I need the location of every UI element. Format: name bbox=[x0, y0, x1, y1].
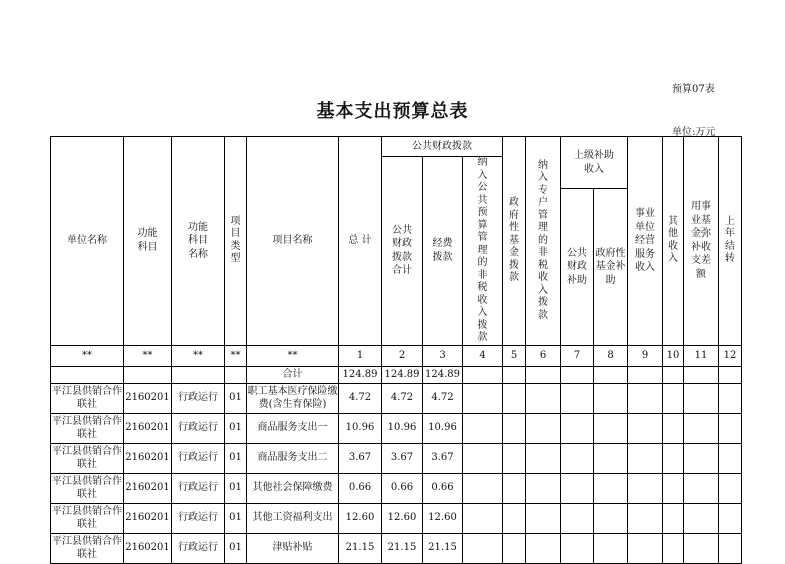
empty-cell bbox=[526, 443, 561, 473]
index-cell: 12 bbox=[719, 345, 742, 366]
row-func-name: 行政运行 bbox=[172, 533, 225, 563]
row-public-total: 3.67 bbox=[382, 443, 423, 473]
row-total: 10.96 bbox=[339, 413, 382, 443]
empty-cell bbox=[628, 503, 663, 533]
empty-cell bbox=[663, 503, 684, 533]
index-cell: 9 bbox=[628, 345, 663, 366]
header-public-fiscal: 公共财政拨款 bbox=[382, 137, 503, 157]
row-func-code: 2160201 bbox=[124, 503, 172, 533]
empty-cell bbox=[526, 473, 561, 503]
row-item-name: 商品服务支出一 bbox=[247, 413, 339, 443]
table-row bbox=[51, 383, 742, 413]
header-unit-name: 单位名称 bbox=[51, 137, 124, 346]
empty-cell bbox=[719, 503, 742, 533]
index-cell: 1 bbox=[339, 345, 382, 366]
empty-cell bbox=[628, 533, 663, 563]
row-func-code: 2160201 bbox=[124, 413, 172, 443]
header-total: 总 计 bbox=[339, 137, 382, 346]
empty-cell bbox=[503, 413, 526, 443]
header-other-income: 其他收入 bbox=[663, 137, 684, 346]
header-surplus: 用事业基金弥补收支差额 bbox=[684, 137, 719, 346]
index-cell: ** bbox=[225, 345, 247, 366]
row-item-name: 其他工资福利支出 bbox=[247, 503, 339, 533]
empty-cell bbox=[561, 413, 594, 443]
table-row bbox=[51, 473, 742, 503]
row-item-type: 01 bbox=[225, 473, 247, 503]
empty-cell bbox=[594, 533, 628, 563]
row-public-total: 10.96 bbox=[382, 413, 423, 443]
index-cell: ** bbox=[172, 345, 225, 366]
index-cell: 4 bbox=[463, 345, 503, 366]
empty-cell bbox=[561, 383, 594, 413]
header-biz-service: 事业单位经营服务收入 bbox=[628, 137, 663, 346]
row-funding: 3.67 bbox=[423, 443, 463, 473]
empty-cell bbox=[684, 503, 719, 533]
empty-cell bbox=[663, 443, 684, 473]
unit-label: 单位:万元 bbox=[672, 127, 716, 138]
empty-cell bbox=[526, 533, 561, 563]
empty-cell bbox=[561, 533, 594, 563]
empty-cell bbox=[561, 503, 594, 533]
empty-cell bbox=[628, 383, 663, 413]
empty-cell bbox=[628, 443, 663, 473]
index-row bbox=[51, 345, 742, 366]
empty-cell bbox=[594, 443, 628, 473]
empty-cell bbox=[526, 413, 561, 443]
header-nontax-special: 纳入专户管理的非税收入拨款 bbox=[526, 137, 561, 346]
row-item-type: 01 bbox=[225, 533, 247, 563]
row-func-code: 2160201 bbox=[124, 383, 172, 413]
empty-cell bbox=[526, 503, 561, 533]
row-funding: 4.72 bbox=[423, 383, 463, 413]
empty-cell bbox=[719, 413, 742, 443]
total-public-value: 124.89 bbox=[382, 366, 423, 383]
empty-cell bbox=[594, 503, 628, 533]
header-func-code: 功能科目 bbox=[124, 137, 172, 346]
row-item-type: 01 bbox=[225, 413, 247, 443]
row-func-name: 行政运行 bbox=[172, 443, 225, 473]
table-row bbox=[51, 413, 742, 443]
row-public-total: 4.72 bbox=[382, 383, 423, 413]
row-unit-name: 平江县供销合作联社 bbox=[51, 533, 124, 563]
header-public-fiscal-total: 公共财政拨款合计 bbox=[382, 157, 423, 346]
index-cell: 5 bbox=[503, 345, 526, 366]
empty-cell bbox=[561, 473, 594, 503]
empty-cell bbox=[719, 533, 742, 563]
row-item-type: 01 bbox=[225, 383, 247, 413]
empty-cell bbox=[628, 413, 663, 443]
index-cell: 11 bbox=[684, 345, 719, 366]
row-func-name: 行政运行 bbox=[172, 473, 225, 503]
empty-cell bbox=[463, 413, 503, 443]
empty-cell bbox=[463, 533, 503, 563]
empty-cell bbox=[628, 473, 663, 503]
empty-cell bbox=[684, 473, 719, 503]
empty-cell bbox=[503, 443, 526, 473]
table-row bbox=[51, 503, 742, 533]
empty-cell bbox=[594, 383, 628, 413]
row-unit-name: 平江县供销合作联社 bbox=[51, 473, 124, 503]
row-item-name: 其他社会保障缴费 bbox=[247, 473, 339, 503]
row-funding: 10.96 bbox=[423, 413, 463, 443]
row-public-total: 12.60 bbox=[382, 503, 423, 533]
header-nontax-public: 纳入公共预算管理的非税收入拨款 bbox=[463, 157, 503, 346]
total-label: 合计 bbox=[247, 366, 339, 383]
empty-cell bbox=[684, 383, 719, 413]
empty-cell bbox=[526, 383, 561, 413]
row-public-total: 21.15 bbox=[382, 533, 423, 563]
row-item-name: 职工基本医疗保险缴费(含生育保险) bbox=[247, 383, 339, 413]
row-total: 4.72 bbox=[339, 383, 382, 413]
row-unit-name: 平江县供销合作联社 bbox=[51, 413, 124, 443]
empty-cell bbox=[663, 533, 684, 563]
header-func-name: 功能科目名称 bbox=[172, 137, 225, 346]
empty-cell bbox=[684, 533, 719, 563]
empty-cell bbox=[594, 473, 628, 503]
empty-cell bbox=[561, 443, 594, 473]
row-funding: 0.66 bbox=[423, 473, 463, 503]
row-funding: 21.15 bbox=[423, 533, 463, 563]
row-total: 12.60 bbox=[339, 503, 382, 533]
total-row bbox=[51, 366, 742, 383]
row-item-name: 商品服务支出二 bbox=[247, 443, 339, 473]
row-func-code: 2160201 bbox=[124, 473, 172, 503]
row-func-name: 行政运行 bbox=[172, 383, 225, 413]
empty-cell bbox=[503, 503, 526, 533]
row-item-type: 01 bbox=[225, 443, 247, 473]
total-value: 124.89 bbox=[339, 366, 382, 383]
empty-cell bbox=[503, 533, 526, 563]
header-item-type: 项目类型 bbox=[225, 137, 247, 346]
row-total: 3.67 bbox=[339, 443, 382, 473]
row-item-type: 01 bbox=[225, 503, 247, 533]
empty-cell bbox=[503, 383, 526, 413]
empty-cell bbox=[719, 383, 742, 413]
total-funding-value: 124.89 bbox=[423, 366, 463, 383]
header-funding: 经费拨款 bbox=[423, 157, 463, 346]
empty-cell bbox=[463, 383, 503, 413]
row-func-name: 行政运行 bbox=[172, 503, 225, 533]
index-cell: ** bbox=[124, 345, 172, 366]
index-cell: 3 bbox=[423, 345, 463, 366]
index-cell: 8 bbox=[594, 345, 628, 366]
empty-cell bbox=[663, 413, 684, 443]
row-unit-name: 平江县供销合作联社 bbox=[51, 383, 124, 413]
header-upper-subsidy: 上级补助收入 bbox=[561, 137, 628, 189]
form-number: 预算07表 bbox=[672, 84, 715, 95]
index-cell: 6 bbox=[526, 345, 561, 366]
header-gov-fund: 政府性基金拨款 bbox=[503, 137, 526, 346]
row-total: 21.15 bbox=[339, 533, 382, 563]
empty-cell bbox=[503, 473, 526, 503]
table-row bbox=[51, 443, 742, 473]
empty-cell bbox=[719, 443, 742, 473]
empty-cell bbox=[719, 473, 742, 503]
empty-cell bbox=[684, 443, 719, 473]
index-cell: 10 bbox=[663, 345, 684, 366]
empty-cell bbox=[663, 383, 684, 413]
row-public-total: 0.66 bbox=[382, 473, 423, 503]
row-func-name: 行政运行 bbox=[172, 413, 225, 443]
page-title: 基本支出预算总表 bbox=[316, 101, 469, 122]
header-gov-fund-subsidy: 政府性基金补助 bbox=[594, 189, 628, 345]
row-unit-name: 平江县供销合作联社 bbox=[51, 443, 124, 473]
header-public-subsidy: 公共财政补助 bbox=[561, 189, 594, 345]
empty-cell bbox=[463, 473, 503, 503]
index-cell: 2 bbox=[382, 345, 423, 366]
table-row bbox=[51, 533, 742, 563]
index-cell: 7 bbox=[561, 345, 594, 366]
header-carryover: 上年结转 bbox=[719, 137, 742, 346]
budget-table bbox=[50, 136, 742, 564]
index-cell: ** bbox=[247, 345, 339, 366]
row-total: 0.66 bbox=[339, 473, 382, 503]
row-func-code: 2160201 bbox=[124, 443, 172, 473]
empty-cell bbox=[463, 443, 503, 473]
row-funding: 12.60 bbox=[423, 503, 463, 533]
row-unit-name: 平江县供销合作联社 bbox=[51, 503, 124, 533]
header-item-name: 项目名称 bbox=[247, 137, 339, 346]
row-item-name: 津贴补贴 bbox=[247, 533, 339, 563]
empty-cell bbox=[463, 503, 503, 533]
empty-cell bbox=[594, 413, 628, 443]
empty-cell bbox=[663, 473, 684, 503]
empty-cell bbox=[684, 413, 719, 443]
index-cell: ** bbox=[51, 345, 124, 366]
row-func-code: 2160201 bbox=[124, 533, 172, 563]
